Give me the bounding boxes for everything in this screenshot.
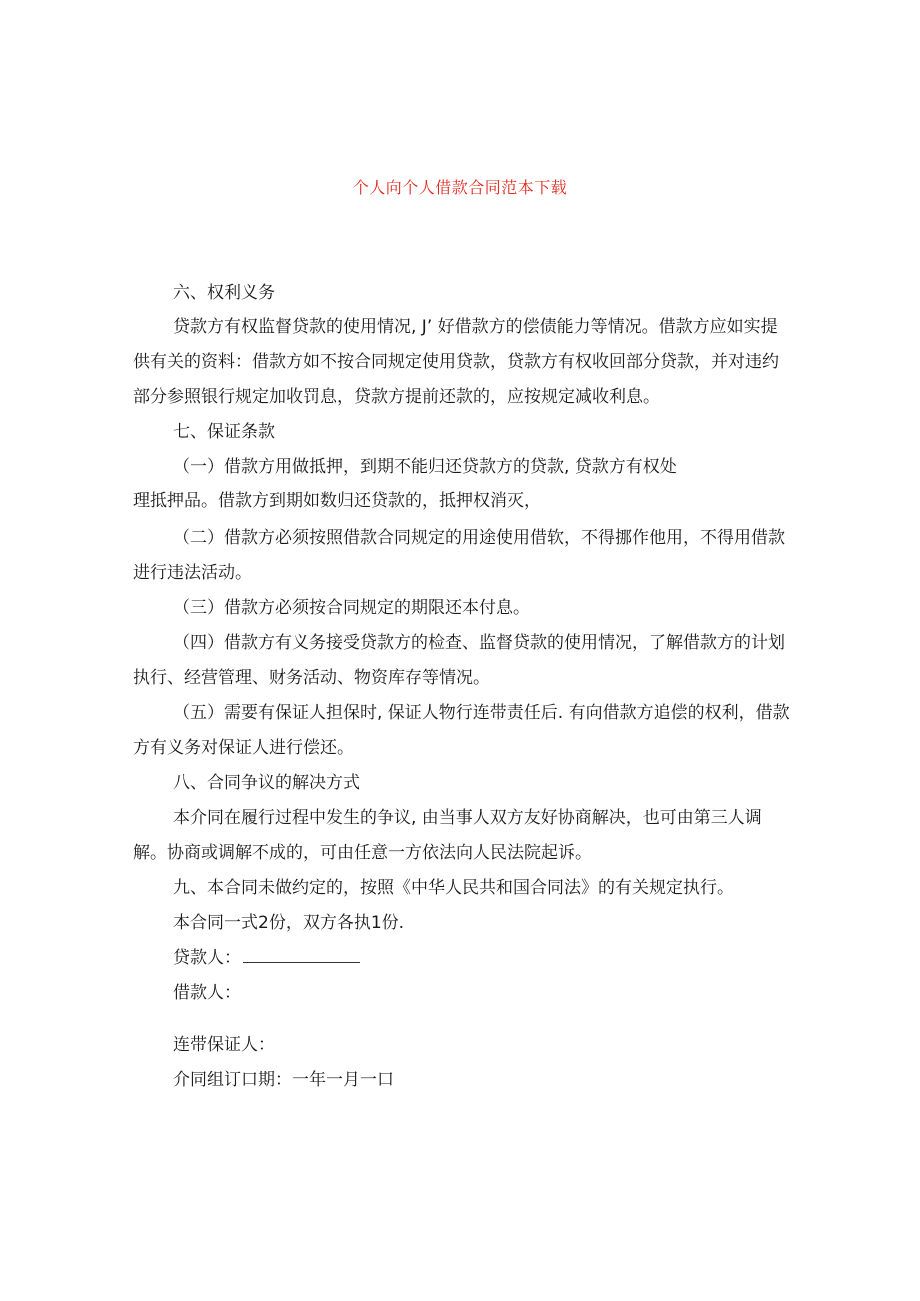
paragraph-line: 方有义务对保证人进行偿还。 bbox=[133, 738, 354, 758]
paragraph-line: 本介同在履行过程中发生的争议, 由当事人双方友好协商解决，也可由第三人调 bbox=[173, 808, 762, 828]
copies-note: 本合同一式2份，双方各执1份. bbox=[173, 913, 405, 933]
lender-label: 贷款人： bbox=[173, 948, 241, 968]
paragraph-line: 贷款方有权监督贷款的使用情况, J’ 好借款方的偿债能力等情况。借款方应如实提 bbox=[173, 317, 778, 337]
document-title: 个人向个人借款合同范本下载 bbox=[352, 178, 568, 197]
paragraph-line: （五）需要有保证人担保时, 保证人物行连带责任后. 有向借款方追偿的权利，借款 bbox=[173, 703, 790, 723]
paragraph-line: （三）借款方必须按合同规定的期限还本付息。 bbox=[173, 598, 530, 618]
lender-signature-row bbox=[173, 947, 360, 969]
paragraph-line: （四）借款方有义务接受贷款方的检查、监督贷款的使用情况，了解借款方的计划 bbox=[173, 633, 785, 653]
paragraph-line: 执行、经营管理、财务活动、物资库存等情况。 bbox=[133, 668, 490, 688]
section-9-heading: 九、本合同未做约定的，按照《中华人民共和国合同法》的有关规定执行。 bbox=[173, 878, 734, 898]
paragraph-line: 供有关的资料：借款方如不按合同规定使用贷款，贷款方有权收回部分贷款，并对违约 bbox=[133, 352, 779, 372]
signing-date: 介同组订口期：一年一月一口 bbox=[173, 1070, 394, 1090]
paragraph-line: 部分参照银行规定加收罚息，贷款方提前还款的，应按规定减收利息。 bbox=[133, 387, 660, 407]
lender-signature-line bbox=[243, 948, 360, 963]
paragraph-line: 进行违法活动。 bbox=[133, 563, 252, 583]
section-7-heading: 七、保证条款 bbox=[173, 422, 275, 442]
paragraph-line: （二）借款方必须按照借款合同规定的用途使用借软，不得挪作他用，不得用借款 bbox=[173, 528, 785, 548]
paragraph-line: （一）借款方用做抵押，到期不能归还贷款方的贷款, 贷款方有权处 bbox=[173, 457, 677, 477]
paragraph-line: 解。协商或调解不成的，可由任意一方依法向人民法院起诉。 bbox=[133, 843, 592, 863]
paragraph-line: 理抵押品。借款方到期如数归还贷款的，抵押权消灭， bbox=[133, 491, 541, 511]
guarantor-label: 连带保证人： bbox=[173, 1035, 275, 1055]
section-8-heading: 八、合同争议的解决方式 bbox=[173, 773, 360, 793]
section-6-heading: 六、权利义务 bbox=[173, 283, 275, 303]
borrower-label: 借款人： bbox=[173, 983, 241, 1003]
